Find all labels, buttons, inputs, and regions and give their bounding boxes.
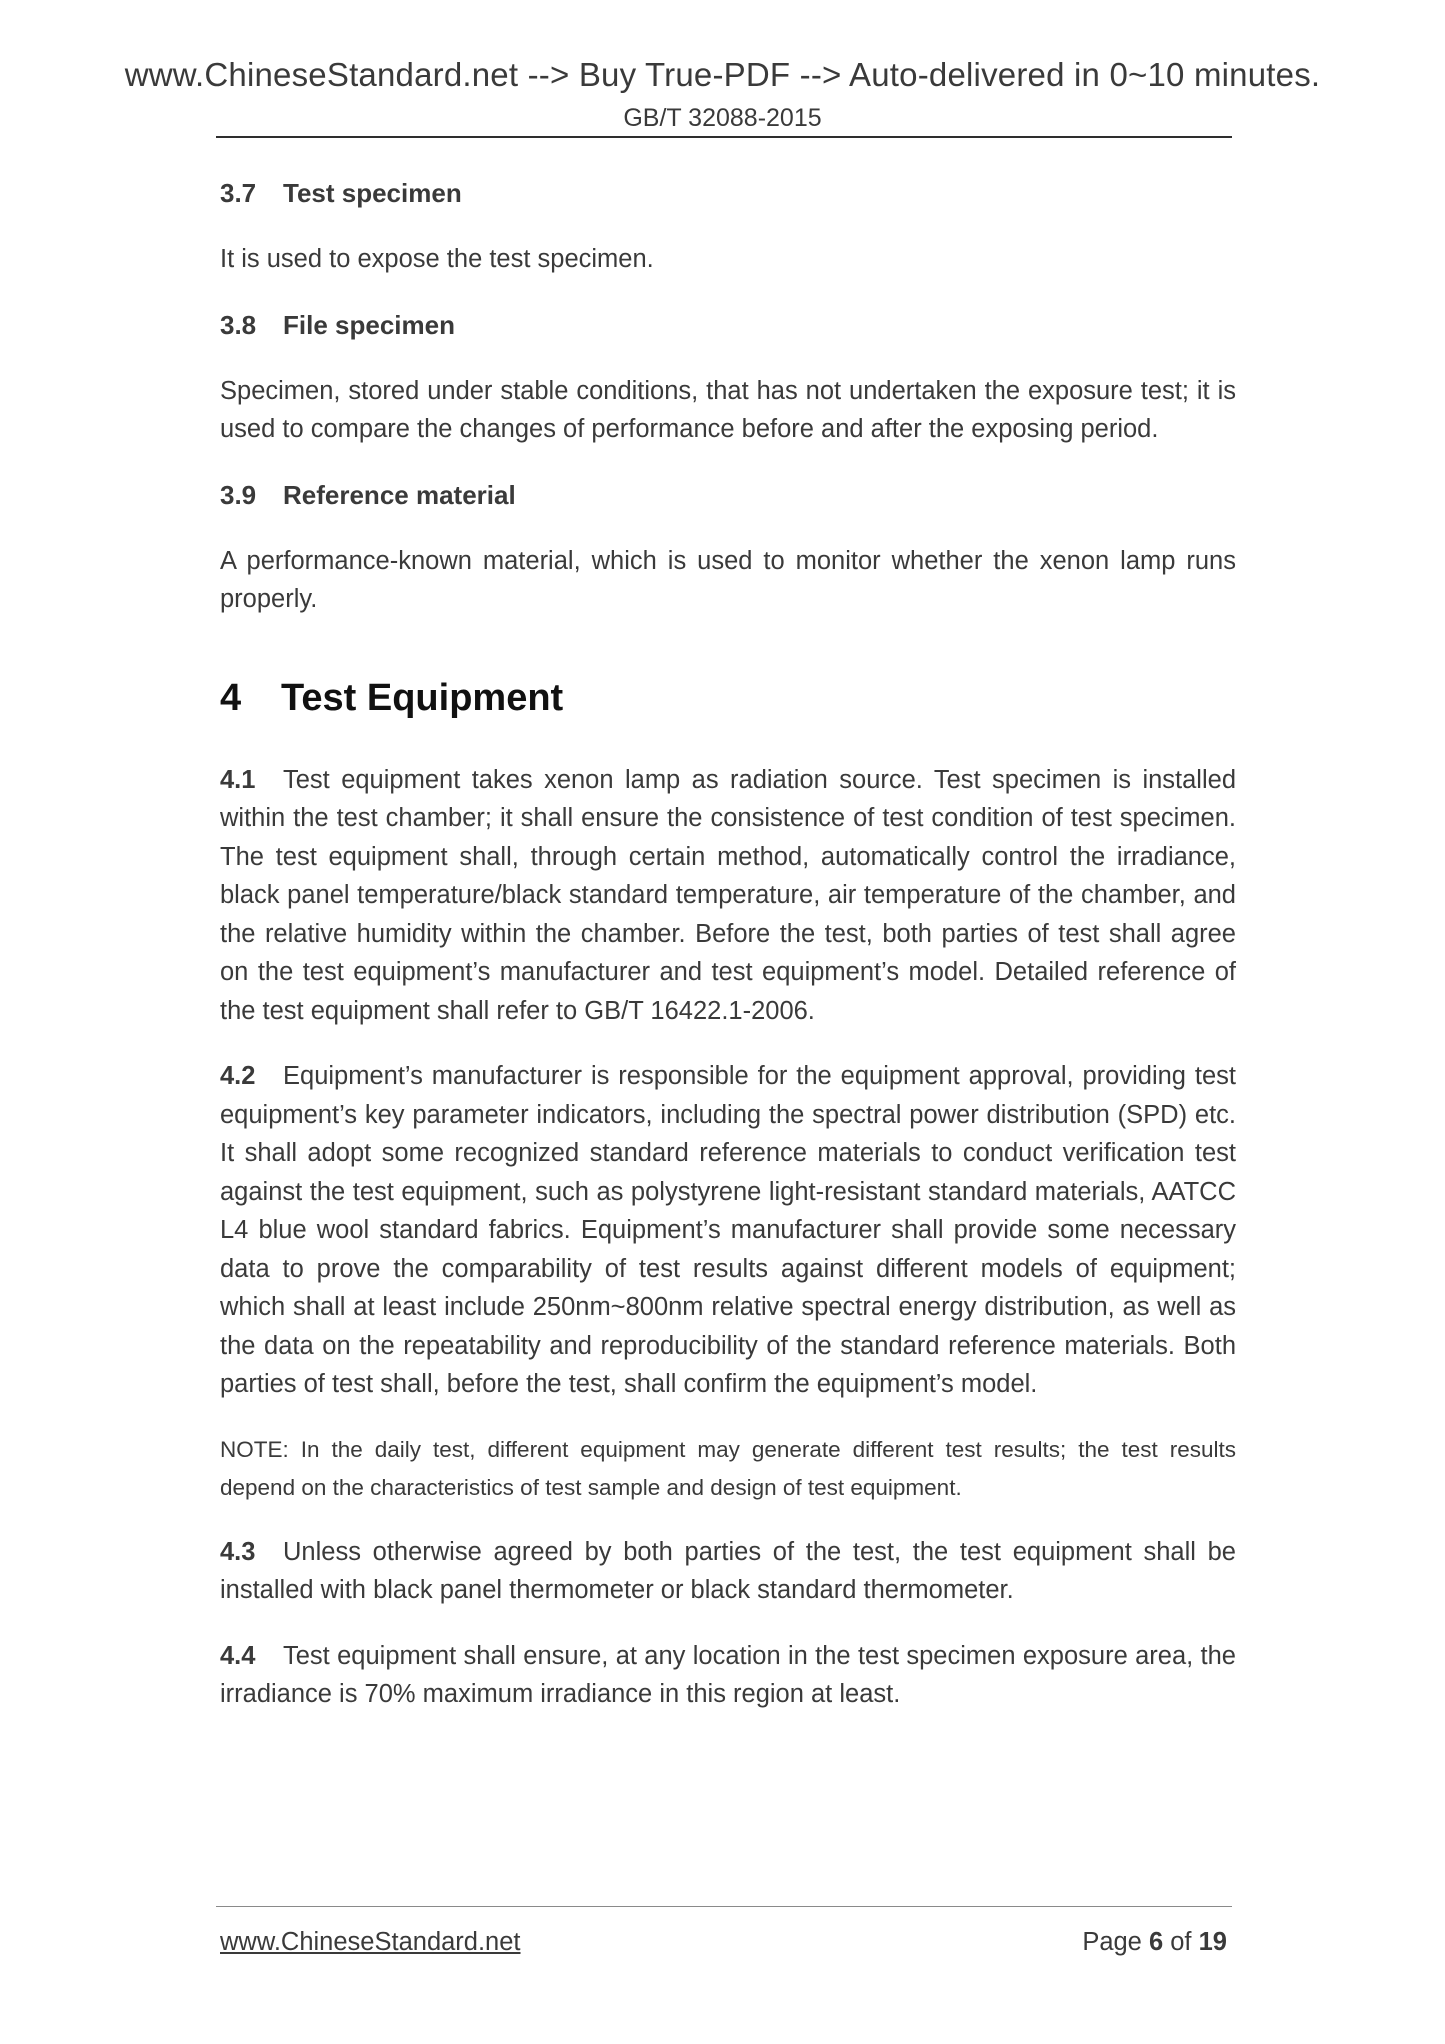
- section-title: Reference material: [283, 479, 516, 510]
- clause-text: Test equipment shall ensure, at any location in the test specimen exposure area, the irradiance is 70% maximum irradiance in this region at least.: [220, 1641, 1236, 1708]
- clause-number: 4.2: [220, 1062, 256, 1090]
- clause-4-4: [220, 1637, 1236, 1714]
- page-indicator: [1082, 1928, 1227, 1957]
- footer-divider: [216, 1906, 1232, 1907]
- section-3-9-text: A performance-known material, which is used to monitor whether the xenon lamp runs properly.: [220, 546, 1236, 613]
- section-3-7-text: It is used to expose the test specimen.: [220, 245, 654, 273]
- page-prefix: Page: [1082, 1928, 1142, 1956]
- page-of: of: [1170, 1928, 1192, 1956]
- section-number: 3.7: [220, 178, 257, 208]
- clause-text: Equipment’s manufacturer is responsible for the equipment approval, providing test equipment’s key parameter indicators, including the spectral power distribution (SPD) etc. It shall adopt some recognized standard reference materials to conduct verification test against the test equipment, such as polystyrene light-resistant standard materials, AATCC L4 blue wool standard fabrics. Equipment’s manufacturer shall provide some necessary data to prove the comparability of test results against different models of equipment; which shall at least include 250nm~800nm relative spectral energy distribution, as well as the data on the repeatability and reproducibility of the standard reference materials. Both parties of test shall, before the test, shall confirm the equipment’s model.: [220, 1062, 1236, 1398]
- page-current: 6: [1148, 1928, 1164, 1956]
- page-total: 19: [1198, 1928, 1227, 1956]
- clause-4-2: [220, 1057, 1236, 1404]
- chapter-number: 4: [220, 676, 242, 719]
- section-3-8-heading: [220, 306, 1236, 344]
- chapter-title: Test Equipment: [281, 676, 564, 719]
- section-title: File specimen: [283, 309, 455, 340]
- section-number: 3.8: [220, 309, 257, 340]
- section-3-8-text: Specimen, stored under stable conditions, that has not undertaken the exposure test; it is used to compare the changes of performance before and after the exposing period.: [220, 376, 1236, 443]
- section-3-9-heading: [220, 476, 1236, 514]
- clause-number: 4.3: [220, 1537, 256, 1566]
- page-body: [220, 174, 1236, 1741]
- header-divider: [216, 136, 1232, 138]
- section-3-7-heading: [220, 174, 1236, 212]
- clause-text: Unless otherwise agreed by both parties of the test, the test equipment shall be installed with black panel thermometer or black standard thermometer.: [220, 1537, 1236, 1604]
- section-title: Test specimen: [283, 178, 462, 208]
- footer-site-link[interactable]: www.ChineseStandard.net: [220, 1928, 521, 1956]
- clause-4-1: [220, 761, 1236, 1031]
- chapter-4-heading: [220, 675, 1236, 721]
- section-number: 3.9: [220, 479, 257, 510]
- site-banner[interactable]: www.ChineseStandard.net --> Buy True-PDF --> Auto-delivered in 0~10 minutes.: [124, 56, 1321, 93]
- clause-text: Test equipment takes xenon lamp as radiation source. Test specimen is installed within the test chamber; it shall ensure the consistence of test condition of test specimen. The test equipment shall, through certain method, automatically control the irradiance, black panel temperature/black standard temperature, air temperature of the chamber, and the relative humidity within the chamber. Before the test, both parties of test shall agree on the test equipment’s manufacturer and test equipment’s model. Detailed reference of the test equipment shall refer to GB/T 16422.1-2006.: [220, 765, 1236, 1025]
- clause-4-3: [220, 1533, 1236, 1610]
- clause-number: 4.4: [220, 1641, 256, 1670]
- document-number: GB/T 32088-2015: [623, 104, 822, 132]
- note-text: NOTE: In the daily test, different equipment may generate different test results; the test results depend on the characteristics of test sample and design of test equipment.: [220, 1436, 1236, 1500]
- clause-number: 4.1: [220, 765, 256, 794]
